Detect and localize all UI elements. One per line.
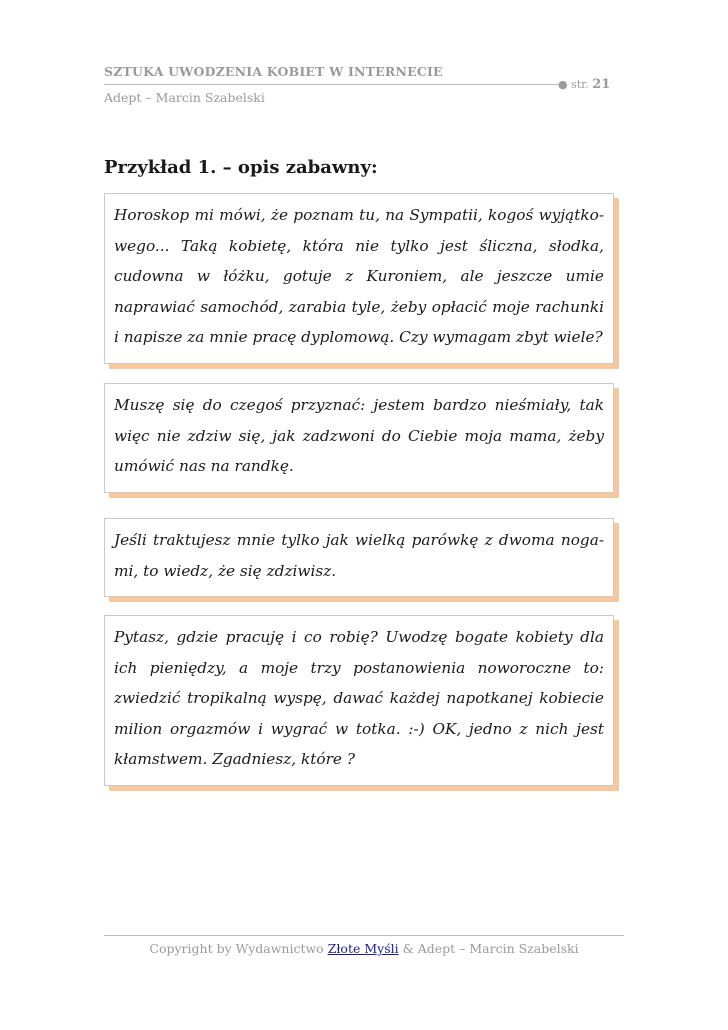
- footer-prefix: Copyright by Wydawnictwo: [149, 941, 328, 956]
- example-text-4: Pytasz, gdzie pracuję i co robię? Uwodzę bogate kobiety dla ich pieniędzy, a moje trzy postanowienia noworoczne to: zwiedzić tropikalną wyspę, dawać każdej napotkanej kobiecie milion orgazmów i wygrać w totka. :-) OK, jedno z nich jest kłamstwem. Zgadniesz, które ?: [114, 628, 604, 768]
- example-box-2: [104, 383, 614, 493]
- section-title: Przykład 1. – opis zabawny:: [104, 157, 378, 178]
- example-text-1: Horoskop mi mówi, że poznam tu, na Sympatii, kogoś wyjątkowego... Taką kobietę, która nie tylko jest śliczna, słodka, cudowna w łóżku, gotuje z Kuroniem, ale jeszcze umie naprawiać samochód, zarabia tyle, żeby opłacić moje rachunki i napisze za mnie pracę dyplomową. Czy wymagam zbyt wiele?: [114, 206, 604, 346]
- publisher-link[interactable]: Złote Myśli: [327, 941, 399, 956]
- footer-suffix: & Adept – Marcin Szabelski: [398, 941, 579, 956]
- page-number-prefix: ● str.: [558, 78, 589, 91]
- header-title: SZTUKA UWODZENIA KOBIET W INTERNECIE: [104, 64, 443, 79]
- page-number-value: 21: [592, 77, 611, 92]
- header-author: Adept – Marcin Szabelski: [104, 90, 265, 105]
- footer-rule: [104, 935, 624, 936]
- header-rule: [104, 84, 562, 85]
- example-text-2: Muszę się do czegoś przyznać: jestem bardzo nieśmiały, tak więc nie zdziw się, jak zadzwoni do Ciebie moja mama, żeby umówić nas na randkę.: [114, 396, 604, 475]
- page-number: [558, 77, 610, 92]
- example-box-4: [104, 615, 614, 786]
- example-text-3: Jeśli traktujesz mnie tylko jak wielką parówkę z dwoma nogami, to wiedz, że się zdziwisz.: [114, 531, 604, 580]
- footer: [0, 941, 728, 956]
- example-box-3: [104, 518, 614, 597]
- example-box-1: [104, 193, 614, 364]
